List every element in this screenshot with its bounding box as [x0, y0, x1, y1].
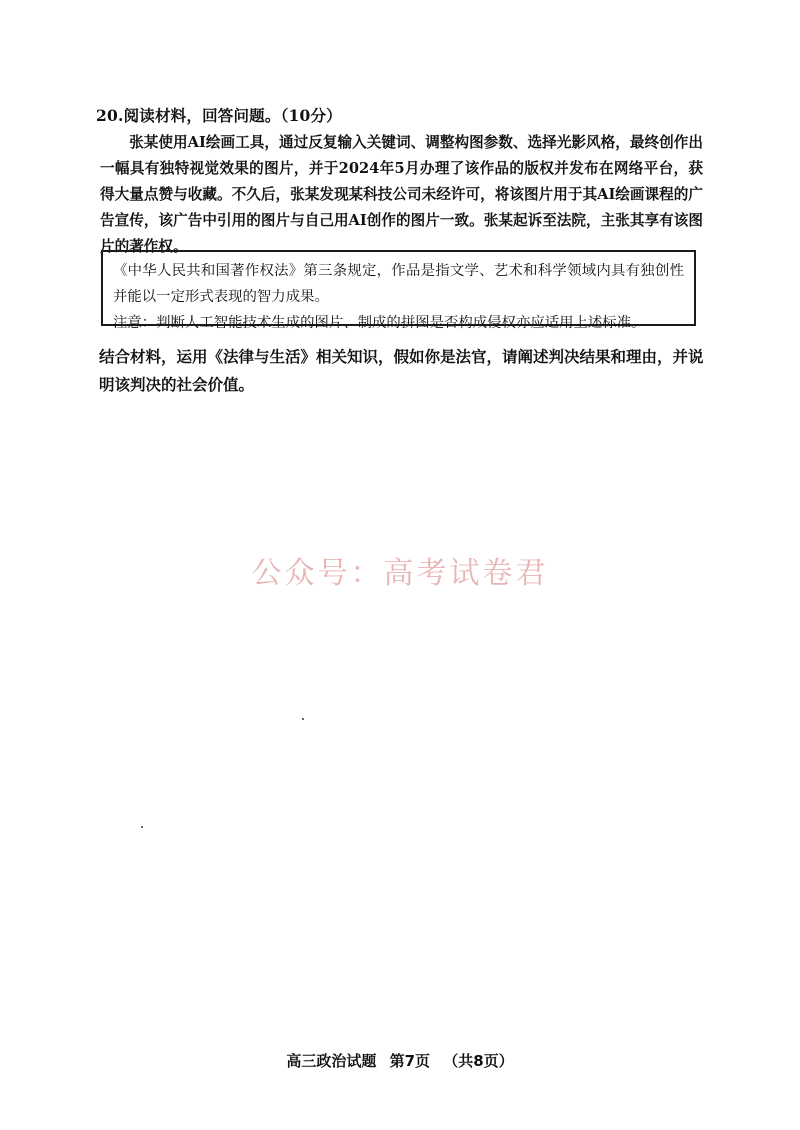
watermark: 公众号：高考试卷君: [251, 556, 549, 591]
footer-total-pages: （共8页）: [443, 1052, 514, 1070]
scan-speck: [302, 718, 304, 720]
law-article-text: 《中华人民共和国著作权法》第三条规定，作品是指文学、艺术和科学领域内具有独创性并能以一定形式表现的智力成果。: [113, 263, 684, 305]
law-excerpt-box: [101, 250, 696, 331]
question-prompt: 结合材料，运用《法律与生活》相关知识，假如你是法官，请阐述判决结果和理由，并说明该判决的社会价值。: [99, 348, 704, 394]
page-footer: [0, 1050, 800, 1071]
scan-speck: [141, 826, 143, 828]
law-note-text: 注意：判断人工智能技术生成的图片、制成的拼图是否构成侵权亦应适用上述标准。: [113, 315, 646, 331]
question-header: 20.阅读材料，回答问题。（10分）: [96, 106, 342, 125]
material-paragraph: 张某使用AI绘画工具，通过反复输入关键词、调整构图参数、选择光影风格，最终创作出一幅具有独特视觉效果的图片，并于2024年5月办理了该作品的版权并发布在网络平台，获得大量点赞与收藏。不久后，张某发现某科技公司未经许可，将该图片用于其AI绘画课程的广告宣传，该广告中引用的图片与自己用AI创作的图片一致。张某起诉至法院，主张其享有该图片的著作权。: [100, 134, 703, 255]
footer-subject: 高三政治试题: [286, 1052, 377, 1070]
footer-page-number: 第7页: [389, 1052, 430, 1070]
